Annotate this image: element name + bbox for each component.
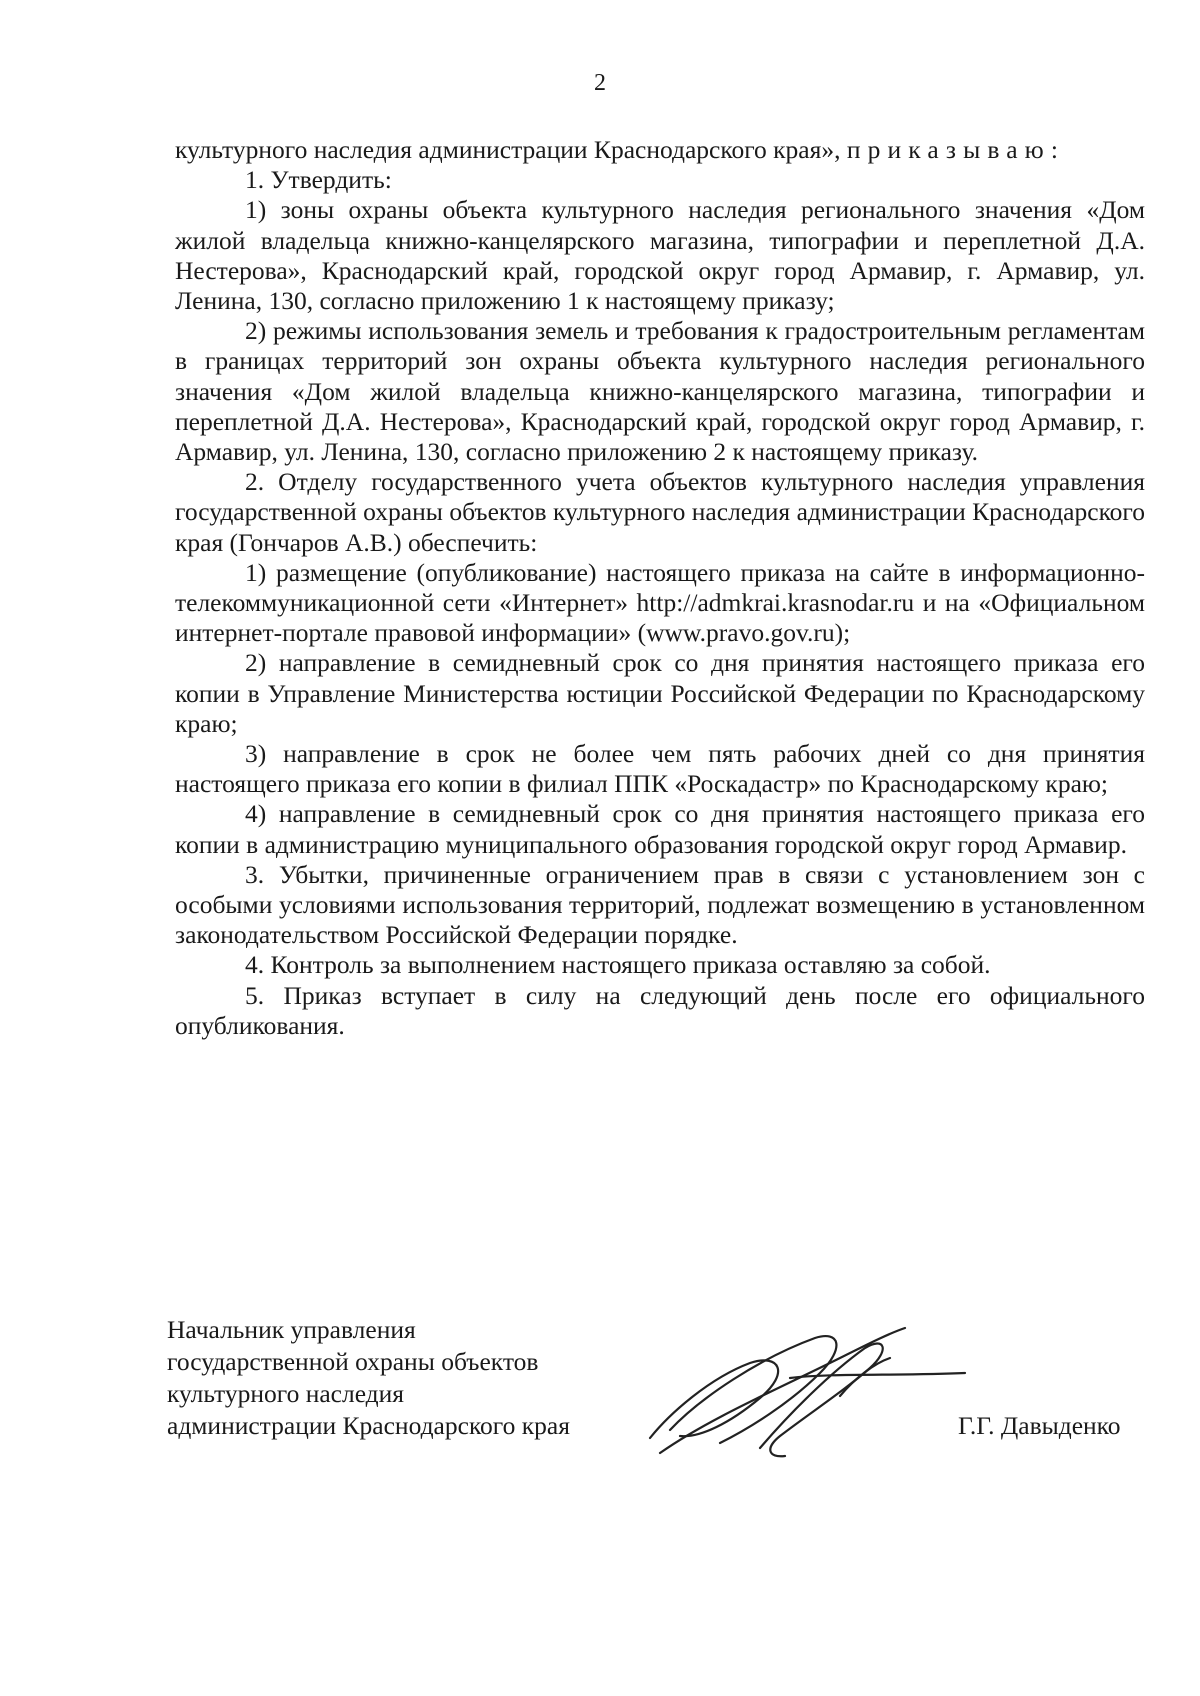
paragraph-3: 3. Убытки, причиненные ограничением прав в связи с установлением зон с особыми условиями использования территорий, подлежат возмещению в установленном законодательством Российской Федерации порядке. (175, 859, 1145, 950)
paragraph-1-2: 2) режимы использования земель и требования к градостроительным регламентам в границах территорий зон охраны объекта культурного наследия регионального значения «Дом жилой владельца книжно-канцелярского магазина, типографии и переплетной Д.А. Нестерова», Краснодарский край, городской округ город Армавир, г. Армавир, ул. Ленина, 130, согласно приложению 2 к настоящему приказу. (175, 316, 1145, 467)
paragraph-2-1: 1) размещение (опубликование) настоящего приказа на сайте в информационно-телекоммуникационной сети «Интернет» http://admkrai.krasnodar.ru и на «Официальном интернет-портале правовой информации» (www.pravo.gov.ru); (175, 557, 1145, 648)
paragraph-5: 5. Приказ вступает в силу на следующий день после его официального опубликования. (175, 980, 1145, 1040)
paragraph-2: 2. Отделу государственного учета объектов культурного наследия управления государственной охраны объектов культурного наследия администрации Краснодарского края (Гончаров А.В.) обеспечить: (175, 467, 1145, 557)
position-line: администрации Краснодарского края (167, 1411, 570, 1440)
paragraph-1: 1. Утвердить: (245, 165, 392, 195)
position-line: Начальник управления (167, 1315, 416, 1344)
paragraph-intro (175, 135, 1145, 165)
position-line: культурного наследия (167, 1379, 405, 1408)
page-number: 2 (594, 70, 606, 96)
paragraph-2-3: 3) направление в срок не более чем пять рабочих дней со дня принятия настоящего приказа его копии в филиал ППК «Роскадастр» по Краснодарскому краю; (175, 739, 1145, 799)
document-body (175, 135, 1145, 1041)
order-word: приказываю: (846, 135, 1066, 164)
signer-name: Г.Г. Давыденко (958, 1411, 1121, 1440)
paragraph-2-2: 2) направление в семидневный срок со дня принятия настоящего приказа его копии в Управление Министерства юстиции Российской Федерации по Краснодарскому краю; (175, 648, 1145, 738)
handwritten-signature (640, 1318, 970, 1468)
signatory-position (167, 1314, 570, 1442)
intro-text: культурного наследия администрации Краснодарского края», (175, 135, 847, 164)
position-line: государственной охраны объектов (167, 1347, 539, 1376)
paragraph-1-1: 1) зоны охраны объекта культурного наследия регионального значения «Дом жилой владельца книжно-канцелярского магазина, типографии и переплетной Д.А. Нестерова», Краснодарский край, городской округ город Армавир, г. Армавир, ул. Ленина, 130, согласно приложению 1 к настоящему приказу; (175, 195, 1145, 316)
paragraph-2-4: 4) направление в семидневный срок со дня принятия настоящего приказа его копии в администрацию муниципального образования городской округ город Армавир. (175, 799, 1145, 859)
paragraph-4: 4. Контроль за выполнением настоящего приказа оставляю за собой. (245, 950, 991, 980)
